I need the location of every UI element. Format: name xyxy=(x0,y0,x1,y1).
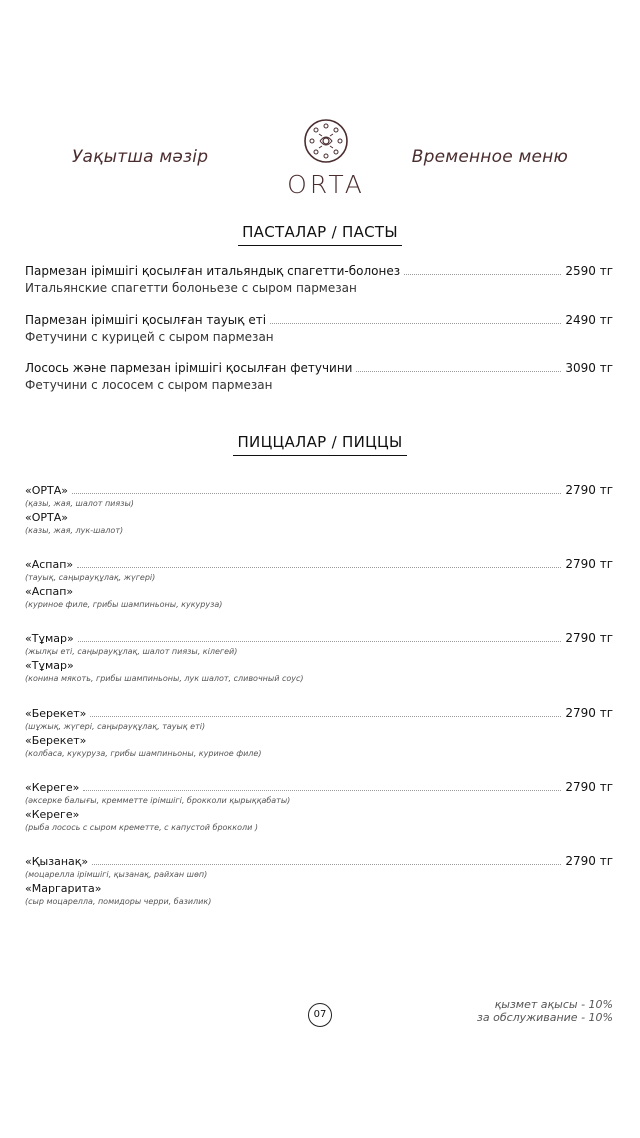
pasta-section-title: ПАСТАЛАР / ПАСТЫ xyxy=(0,223,640,241)
pizza-price: 2790 тг xyxy=(565,854,613,868)
item-name-ru: Фетучини с курицей с сыром пармезан xyxy=(25,330,274,344)
pizza-name-ru: «Тұмар» xyxy=(25,659,74,672)
orta-logo xyxy=(286,118,366,202)
menu-item xyxy=(25,264,613,295)
pizza-name-kz: «Аспап» xyxy=(25,558,74,571)
pizza-name-ru: «Аспап» xyxy=(25,585,74,598)
header-title-kz: Уақытша мәзір xyxy=(72,147,209,167)
logo-wordmark: ORTA xyxy=(287,170,365,199)
dot-leader xyxy=(92,863,561,865)
service-charge-kz: қызмет ақысы - 10% xyxy=(494,998,613,1011)
page-number: 07 xyxy=(308,1003,332,1027)
pizza-name-ru: «Маргарита» xyxy=(25,882,102,895)
item-name-ru: Фетучини с лососем с сыром пармезан xyxy=(25,378,273,392)
item-price: 3090 тг xyxy=(565,361,613,375)
pizza-item xyxy=(25,780,613,832)
service-charge-ru: за обслуживание - 10% xyxy=(477,1011,613,1024)
pizza-price: 2790 тг xyxy=(565,706,613,720)
pizza-item xyxy=(25,631,613,683)
item-name-kz: Лосось және пармезан ірімшігі қосылған фетучини xyxy=(25,361,353,375)
pizza-desc-kz: (тауық, саңырауқұлақ, жүгері) xyxy=(25,573,156,582)
service-charge-note xyxy=(477,998,613,1024)
pizza-desc-ru: (куриное филе, грибы шампиньоны, кукуруза) xyxy=(25,600,223,609)
pizza-item xyxy=(25,483,613,535)
pizza-name-ru: «Берекет» xyxy=(25,734,87,747)
menu-item xyxy=(25,313,613,344)
dot-leader xyxy=(404,273,561,275)
item-name-kz: Пармезан ірімшігі қосылған тауық еті xyxy=(25,313,267,327)
pizza-desc-kz: (әксерке балығы, кремметте ірімшігі, брокколи қырыққабаты) xyxy=(25,796,291,805)
pizza-item xyxy=(25,706,613,758)
pizza-name-kz: «Қызанақ» xyxy=(25,855,89,868)
pizza-desc-kz: (шұжық, жүгері, саңырауқұлақ, тауық еті) xyxy=(25,722,206,731)
dot-leader xyxy=(90,715,561,717)
pizza-item xyxy=(25,557,613,609)
dot-leader xyxy=(83,789,561,791)
pizza-desc-ru: (рыба лосось с сыром креметте, с капустой брокколи ) xyxy=(25,823,258,832)
header-title-ru: Временное меню xyxy=(411,147,568,167)
pizza-desc-ru: (колбаса, кукуруза, грибы шампиньоны, куриное филе) xyxy=(25,749,262,758)
item-price: 2490 тг xyxy=(565,313,613,327)
pizza-price: 2790 тг xyxy=(565,483,613,497)
dot-leader xyxy=(78,640,562,642)
pizza-desc-kz: (қазы, жая, шалот пиязы) xyxy=(25,499,134,508)
pizza-name-ru: «ОРТА» xyxy=(25,511,68,524)
pizza-desc-kz: (моцарелла ірімшігі, қызанақ, райхан шөп) xyxy=(25,870,208,879)
dot-leader xyxy=(356,370,561,372)
pizza-name-ru: «Кереге» xyxy=(25,808,80,821)
pizza-price: 2790 тг xyxy=(565,780,613,794)
ornament-icon xyxy=(286,118,366,168)
pizza-item xyxy=(25,854,613,906)
pizza-desc-ru: (конина мякоть, грибы шампиньоны, лук шалот, сливочный соус) xyxy=(25,674,304,683)
pizza-price: 2790 тг xyxy=(565,557,613,571)
pizza-name-kz: «ОРТА» xyxy=(25,484,68,497)
item-name-kz: Пармезан ірімшігі қосылған итальяндық спагетти-болонез xyxy=(25,264,401,278)
dot-leader xyxy=(270,322,561,324)
pizza-desc-kz: (жылқы еті, саңырауқұлақ, шалот пиязы, кілегей) xyxy=(25,647,238,656)
dot-leader xyxy=(77,566,561,568)
pizza-desc-ru: (казы, жая, лук-шалот) xyxy=(25,526,124,535)
pizza-price: 2790 тг xyxy=(565,631,613,645)
menu-item xyxy=(25,361,613,392)
pizza-section-title: ПИЦЦАЛАР / ПИЦЦЫ xyxy=(0,433,640,451)
item-name-ru: Итальянские спагетти болоньезе с сыром пармезан xyxy=(25,281,357,295)
pizza-name-kz: «Тұмар» xyxy=(25,632,74,645)
pizza-name-kz: «Берекет» xyxy=(25,707,87,720)
pizza-desc-ru: (сыр моцарелла, помидоры черри, базилик) xyxy=(25,897,212,906)
item-price: 2590 тг xyxy=(565,264,613,278)
pizza-name-kz: «Кереге» xyxy=(25,781,80,794)
dot-leader xyxy=(72,492,561,494)
